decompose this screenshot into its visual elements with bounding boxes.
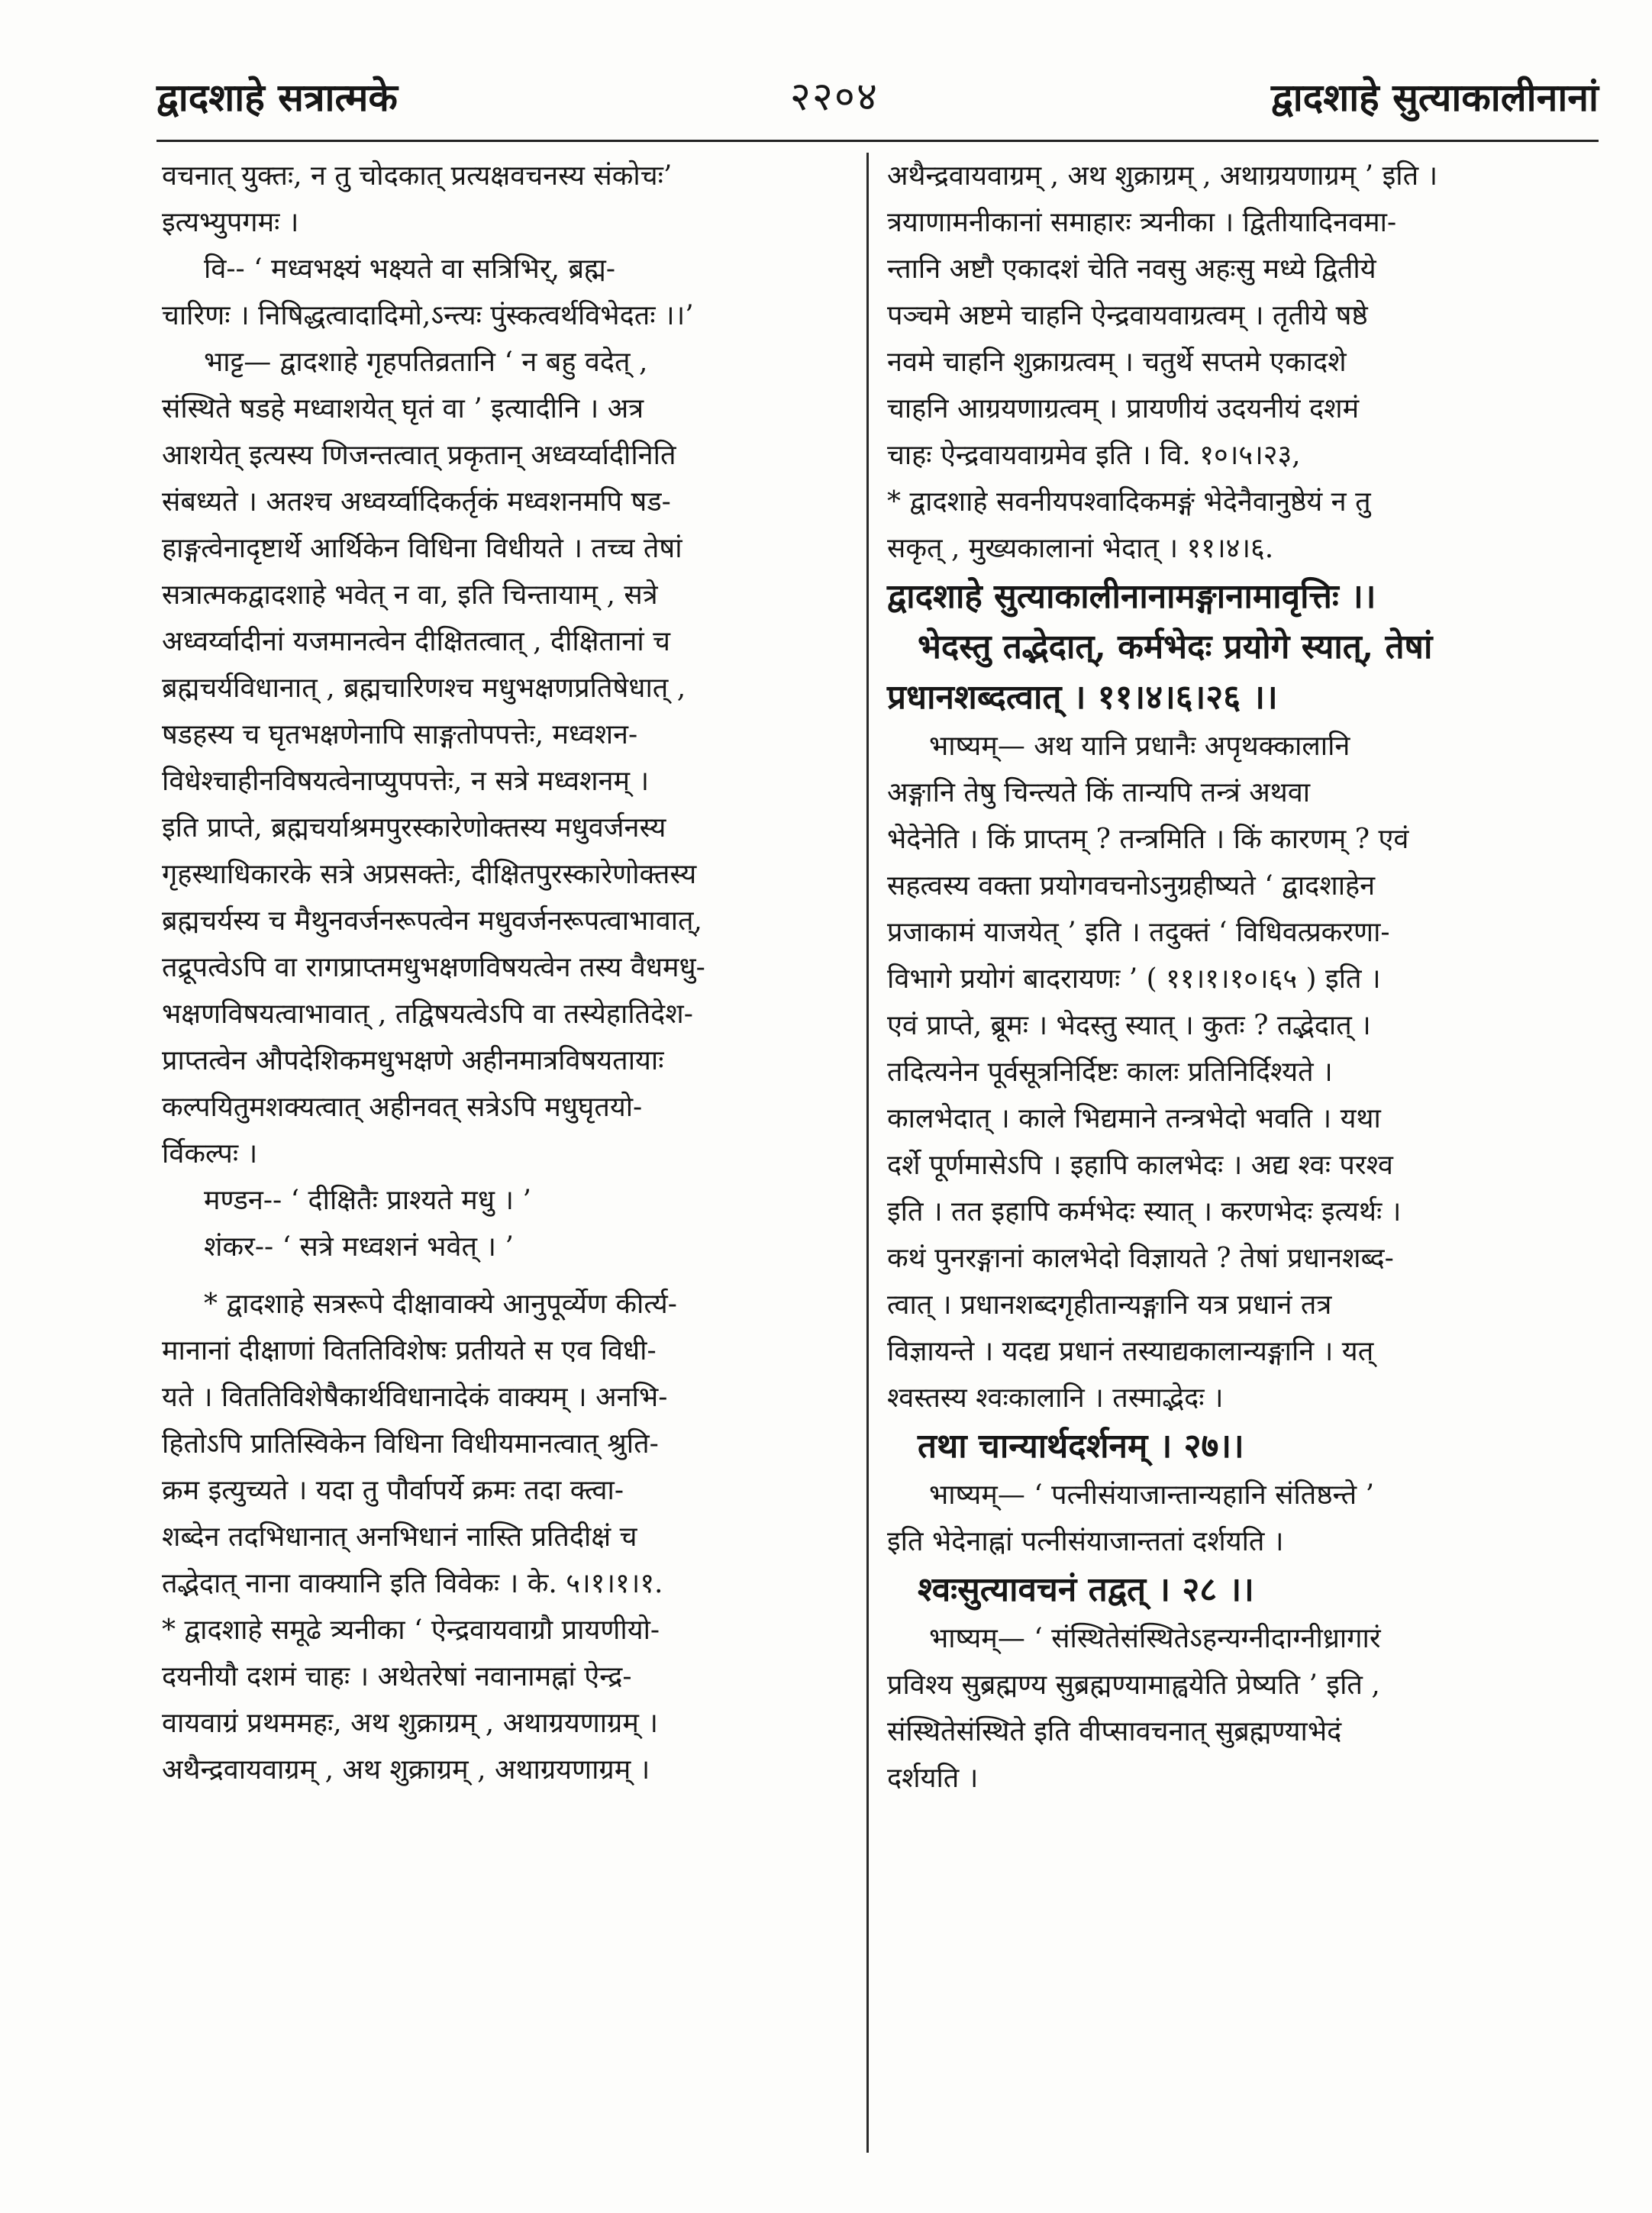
bhashya-line: भेदेनेति । किं प्राप्तम् ? तन्त्रमिति । किं कारणम् ? एवं [887, 824, 1409, 855]
bhashya-line: कालभेदात् । काले भिद्यमाने तन्त्रभेदो भवति । यथा [887, 1103, 1381, 1134]
bhashya-line: दर्शे पूर्णमासेऽपि । इहापि कालभेदः । अद्य श्वः परश्व [887, 1150, 1393, 1181]
text-line: आशयेत् इत्यस्य णिजन्तत्वात् प्रकृतान् अध्वर्य्वादीनिति [162, 440, 676, 471]
text-line: हाङ्गत्वेनादृष्टार्थे आर्थिकेन विधिना विधीयते । तच्च तेषां [162, 533, 682, 564]
adhikarana-title: द्वादशाहे सुत्याकालीनानामङ्गानामावृत्तिः ।। [887, 577, 1376, 616]
text-line: वचनात् युक्तः, न तु चोदकात् प्रत्यक्षवचनस्य संकोचः’ [162, 160, 673, 192]
footnote-line: यते । विततिविशेषैकार्थविधानादेकं वाक्यम् । अनभि- [162, 1382, 668, 1413]
text-line: भक्षणविषयत्वाभावात् , तद्विषयत्वेऽपि वा तस्येहातिदेश- [162, 998, 693, 1030]
bhashya-line: कथं पुनरङ्गानां कालभेदो विज्ञायते ? तेषां प्रधानशब्द- [887, 1243, 1394, 1274]
text-line: * द्वादशाहे सवनीयपश्वादिकमङ्गं भेदेनैवानुष्ठेयं न तु [887, 486, 1371, 518]
text-line: गृहस्थाधिकारके सत्रे अप्रसक्तेः, दीक्षितपुरस्कारेणोक्तस्य [162, 859, 697, 890]
header-right-title: द्वादशाहे सुत्याकालीनानां [1270, 75, 1599, 120]
text-line: वि-- ‘ मध्वभक्ष्यं भक्ष्यते वा सत्रिभिर्, ब्रह्म- [204, 253, 616, 285]
footnote-line: मानानां दीक्षाणां विततिविशेषः प्रतीयते स एव विधी- [162, 1335, 657, 1366]
text-line: संस्थिते षडहे मध्वाशयेत् घृतं वा ’ इत्यादीनि । अत्र [162, 393, 644, 424]
bhashya-line: भाष्यम्— अथ यानि प्रधानैः अपृथक्कालानि [929, 731, 1350, 762]
bhashya-line: दर्शयति । [887, 1763, 979, 1794]
text-line: षडहस्य च घृतभक्षणेनापि साङ्गतोपपत्तेः, मध्वशन- [162, 719, 638, 750]
sutra-text: श्वःसुत्यावचनं तद्वत् । २८ ।। [918, 1570, 1254, 1609]
text-line: त्रयाणामनीकानां समाहारः त्र्यनीका । द्वितीयादिनवमा- [887, 207, 1397, 238]
footnote-line: दयनीयौ दशमं चाहः । अथेतरेषां नवानामह्नां ऐन्द्र- [162, 1661, 632, 1692]
text-line: भाट्ट— द्वादशाहे गृहपतिव्रतानि ‘ न बहु वदेत् , [204, 347, 648, 378]
bhashya-line: प्रविश्य सुब्रह्मण्य सुब्रह्मण्यामाह्वयेति प्रेष्यति ’ इति , [887, 1669, 1380, 1701]
sutra-text: तथा चान्यार्थदर्शनम् । २७।। [918, 1427, 1244, 1466]
footnote-line: शब्देन तदभिधानात् अनभिधानं नास्ति प्रतिदीक्षं च [162, 1521, 637, 1553]
text-line: चाहनि आग्रयणाग्रत्वम् । प्रायणीयं उदयनीयं दशमं [887, 393, 1360, 424]
running-header [156, 53, 1599, 122]
footnote-line: * द्वादशाहे सत्ररूपे दीक्षावाक्ये आनुपूर्व्येण कीर्त्य- [204, 1289, 677, 1320]
text-line: चाहः ऐन्द्रवायवाग्रमेव इति । वि. १०।५।२३, [887, 440, 1301, 471]
header-left-title: द्वादशाहे सत्रात्मके [156, 75, 398, 120]
text-line: चारिणः । निषिद्धत्वादादिमो,ऽन्त्यः पुंस्कत्वर्थविभेदतः ।।’ [162, 300, 694, 331]
text-line: सत्रात्मकद्वादशाहे भवेत् न वा, इति चिन्तायाम् , सत्रे [162, 579, 658, 611]
text-line: विधेश्चाहीनविषयत्वेनाप्युपपत्तेः, न सत्रे मध्वशनम् । [162, 766, 650, 797]
footnote-line: अथैन्द्रवायवाग्रम् , अथ शुक्राग्रम् , अथाग्रयणाग्रम् । [162, 1754, 650, 1786]
header-rule [156, 140, 1599, 142]
text-line: पञ्चमे अष्टमे चाहनि ऐन्द्रवायवाग्रत्वम् । तृतीये षष्ठे [887, 300, 1368, 331]
bhashya-line: श्वस्तस्य श्वःकालानि । तस्माद्भेदः । [887, 1382, 1224, 1414]
page-number: २२०४ [789, 74, 879, 120]
text-line: ब्रह्मचर्यविधानात् , ब्रह्मचारिणश्च मधुभक्षणप्रतिषेधात् , [162, 673, 686, 704]
column-divider [866, 153, 869, 2153]
bhashya-line: भाष्यम्— ‘ संस्थितेसंस्थितेऽहन्यग्नीदाग्नीध्रागारं [929, 1623, 1381, 1654]
bhashya-line: प्रजाकामं याजयेत् ’ इति । तदुक्तं ‘ विधिवत्प्रकरणा- [887, 917, 1390, 948]
bhashya-line: संस्थितेसंस्थिते इति वीप्सावचनात् सुब्रह्मण्याभेदं [887, 1716, 1342, 1747]
shankara-line: शंकर-- ‘ सत्रे मध्वशनं भवेत् । ’ [204, 1231, 514, 1263]
bhashya-line: अङ्गानि तेषु चिन्त्यते किं तान्यपि तन्त्रं अथवा [887, 777, 1311, 808]
text-line: ब्रह्मचर्यस्य च मैथुनवर्जनरूपत्वेन मधुवर्जनरूपत्वाभावात्, [162, 905, 702, 937]
footnote-line: क्रम इत्युच्यते । यदा तु पौर्वापर्ये क्रमः तदा क्त्वा- [162, 1475, 624, 1506]
bhashya-line: एवं प्राप्ते, ब्रूमः । भेदस्तु स्यात् । कुतः ? तद्भेदात् । [887, 1010, 1371, 1041]
bhashya-line: इति । तत इहापि कर्मभेदः स्यात् । करणभेदः इत्यर्थः । [887, 1196, 1402, 1227]
footnote-line: हितोऽपि प्रातिस्विकेन विधिना विधीयमानत्वात् श्रुति- [162, 1428, 659, 1460]
text-line: अथैन्द्रवायवाग्रम् , अथ शुक्राग्रम् , अथाग्रयणाग्रम् ’ इति । [887, 160, 1438, 192]
text-line: प्राप्तत्वेन औपदेशिकमधुभक्षणे अहीनमात्रविषयतायाः [162, 1045, 664, 1076]
text-line: इति प्राप्ते, ब्रह्मचर्याश्रमपुरस्कारेणोक्तस्य मधुवर्जनस्य [162, 812, 666, 844]
bhashya-line: विज्ञायन्ते । यदद्य प्रधानं तस्याद्यकालान्यङ्गानि । यत् [887, 1336, 1374, 1367]
sutra-text: प्रधानशब्दत्वात् । ११।४।६।२६ ।। [887, 678, 1278, 717]
bhashya-line: सहत्वस्य वक्ता प्रयोगवचनोऽनुग्रहीष्यते ‘ द्वादशाहेन [887, 870, 1376, 902]
bhashya-line: त्वात् । प्रधानशब्दगृहीतान्यङ्गानि यत्र प्रधानं तत्र [887, 1289, 1332, 1321]
text-line: न्तानि अष्टौ एकादशं चेति नवसु अहःसु मध्ये द्वितीये [887, 253, 1376, 285]
text-line: र्विकल्पः । [162, 1138, 258, 1169]
footnote-line: तद्भेदात् नाना वाक्यानि इति विवेकः । के. ५।१।१।१. [162, 1568, 663, 1599]
bhashya-line: विभागे प्रयोगं बादरायणः ’ ( ११।१।१०।६५ ) इति । [887, 963, 1381, 995]
text-line: इत्यभ्युपगमः । [162, 207, 299, 238]
text-line: सकृत् , मुख्यकालानां भेदात् । ११।४।६. [887, 533, 1274, 564]
text-line: अध्वर्य्वादीनां यजमानत्वेन दीक्षितत्वात् , दीक्षितानां च [162, 626, 671, 657]
sutra-text: भेदस्तु तद्भेदात्, कर्मभेदः प्रयोगे स्यात्, तेषां [918, 627, 1433, 666]
text-line: तद्रूपत्वेऽपि वा रागप्राप्तमधुभक्षणविषयत्वेन तस्य वैधमधु- [162, 952, 705, 983]
text-line: संबध्यते । अतश्च अध्वर्य्वादिकर्तृकं मध्वशनमपि षड- [162, 486, 671, 518]
bhashya-line: तदित्यनेन पूर्वसूत्रनिर्दिष्टः कालः प्रतिनिर्दिश्यते । [887, 1056, 1333, 1088]
bhashya-line: भाष्यम्— ‘ पत्नीसंयाजान्तान्यहानि संतिष्ठन्ते ’ [929, 1479, 1375, 1511]
left-column [162, 153, 853, 1793]
spacer [162, 1270, 853, 1281]
footnote-line: वायवाग्रं प्रथममहः, अथ शुक्राग्रम् , अथाग्रयणाग्रम् । [162, 1708, 658, 1739]
footnote-line: * द्वादशाहे समूढे त्र्यनीका ‘ ऐन्द्रवायवाग्रौ प्रायणीयो- [162, 1615, 660, 1646]
text-line: कल्पयितुमशक्यत्वात् अहीनवत् सत्रेऽपि मधुघृतयो- [162, 1092, 643, 1123]
text-line: नवमे चाहनि शुक्राग्रत्वम् । चतुर्थे सप्तमे एकादशे [887, 347, 1347, 378]
mandana-line: मण्डन-- ‘ दीक्षितैः प्राश्यते मधु । ’ [204, 1185, 531, 1216]
right-column [887, 153, 1586, 1802]
bhashya-line: इति भेदेनाह्नां पत्नीसंयाजान्ततां दर्शयति । [887, 1526, 1284, 1557]
